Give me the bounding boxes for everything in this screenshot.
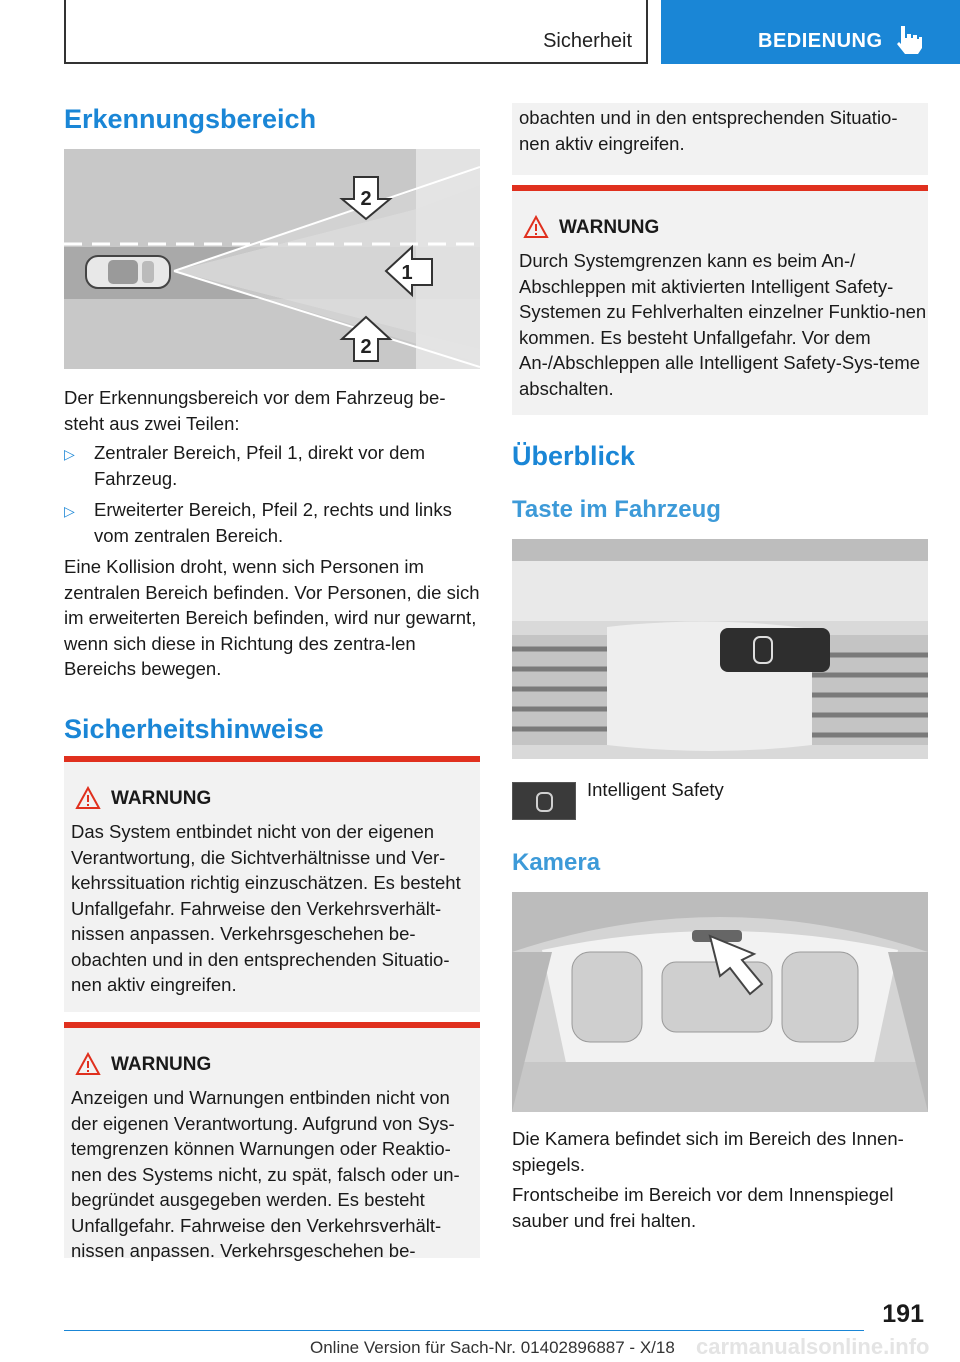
- footer-divider: [64, 1330, 864, 1331]
- detection-intro: Der Erkennungsbereich vor dem Fahrzeug be-steht aus zwei Teilen:: [64, 387, 446, 434]
- warning-text: Anzeigen und Warnungen entbinden nicht von der eigenen Verantwortung. Aufgrund von Sys-temgrenzen können Warnungen oder Reaktio-nen des Systems nicht, zu spät, falsch oder un-begründet ausgegeben werden. Es besteht Unfallgefahr. Fahrweise den Verkehrsverhält-nissen anpassen. Verkehrsgeschehen be-: [71, 1087, 460, 1261]
- page-number: 191: [882, 1300, 924, 1328]
- arrow-2-top-label: 2: [360, 188, 372, 210]
- arrow-2-bottom-label: 2: [360, 336, 372, 358]
- warning-box-1: [64, 756, 480, 1012]
- warning-box-2-continued: [512, 103, 928, 175]
- warning-text: Durch Systemgrenzen kann es beim An-/ Abschleppen mit aktivierten Intelligent Safety-Systemen zu Fehlverhalten einzelner Funktio-nen kommen. Es besteht Unfallgefahr. Vor dem An-/Abschleppen alle Intelligent Safety-Sys-teme abschalten.: [519, 250, 927, 399]
- detection-area-diagram: [64, 149, 480, 369]
- section-tab: [64, 0, 648, 64]
- chapter-title: BEDIENUNG: [758, 30, 883, 52]
- camera-cleaning-text: Frontscheibe im Bereich vor dem Innenspiegel sauber und frei halten.: [512, 1184, 894, 1231]
- heading-overview: Überblick: [512, 441, 636, 471]
- heading-safety-notes: Sicherheitshinweise: [64, 714, 324, 744]
- warning-text: obachten und in den entsprechenden Situatio-nen aktiv eingreifen.: [519, 107, 898, 154]
- list-item: ▷ Zentraler Bereich, Pfeil 1, direkt vor dem Fahrzeug.: [64, 442, 426, 489]
- watermark: carmanualsonline.info: [696, 1334, 930, 1359]
- intelligent-safety-button-icon: [512, 782, 576, 820]
- warning-box-2: [64, 1022, 480, 1261]
- heading-detection-area: Erkennungsbereich: [64, 104, 317, 134]
- footer-note: Online Version für Sach-Nr. 01402896887 - X/18: [310, 1338, 675, 1357]
- warning-triangle-icon: [523, 215, 549, 239]
- triangle-bullet-icon: ▷: [64, 446, 75, 462]
- warning-triangle-icon: [75, 1052, 101, 1076]
- hand-pointer-icon: [893, 22, 927, 56]
- warning-box-3: [512, 185, 928, 415]
- list-item: ▷ Erweiterter Bereich, Pfeil 2, rechts und links vom zentralen Bereich.: [64, 499, 452, 546]
- dashboard-button-photo: [512, 539, 928, 759]
- warning-text: Das System entbindet nicht von der eigenen Verantwortung, die Sichtverhältnisse und Ver-kehrssituation richtig einzuschätzen. Es besteht Unfallgefahr. Fahrweise den Verkehrsverhält-nissen anpassen. Verkehrsgeschehen be-obachten und in den entsprechenden Situatio-nen aktiv eingreifen.: [71, 821, 461, 995]
- warning-triangle-icon: [75, 786, 101, 810]
- car-outline-icon: [536, 792, 553, 812]
- button-label: Intelligent Safety: [587, 779, 724, 800]
- heading-button-in-vehicle: Taste im Fahrzeug: [512, 496, 721, 523]
- warning-title: WARNUNG: [559, 217, 660, 238]
- collision-paragraph: Eine Kollision droht, wenn sich Personen im zentralen Bereich befinden. Vor Personen, die sich im erweiterten Bereich befinden, wird nur gewarnt, wenn sich diese in Richtung des zentra-len Bereichs bewegen.: [64, 556, 480, 679]
- car-icon: [86, 256, 170, 288]
- warning-title: WARNUNG: [111, 1054, 212, 1075]
- arrow-1-label: 1: [401, 262, 413, 284]
- camera-location-photo: [512, 892, 928, 1112]
- camera-location-text: Die Kamera befindet sich im Bereich des Innen-spiegels.: [512, 1128, 904, 1175]
- warning-title: WARNUNG: [111, 788, 212, 809]
- triangle-bullet-icon: ▷: [64, 503, 75, 519]
- heading-camera: Kamera: [512, 849, 601, 876]
- chapter-tab: [661, 0, 960, 64]
- section-title: Sicherheit: [543, 30, 632, 52]
